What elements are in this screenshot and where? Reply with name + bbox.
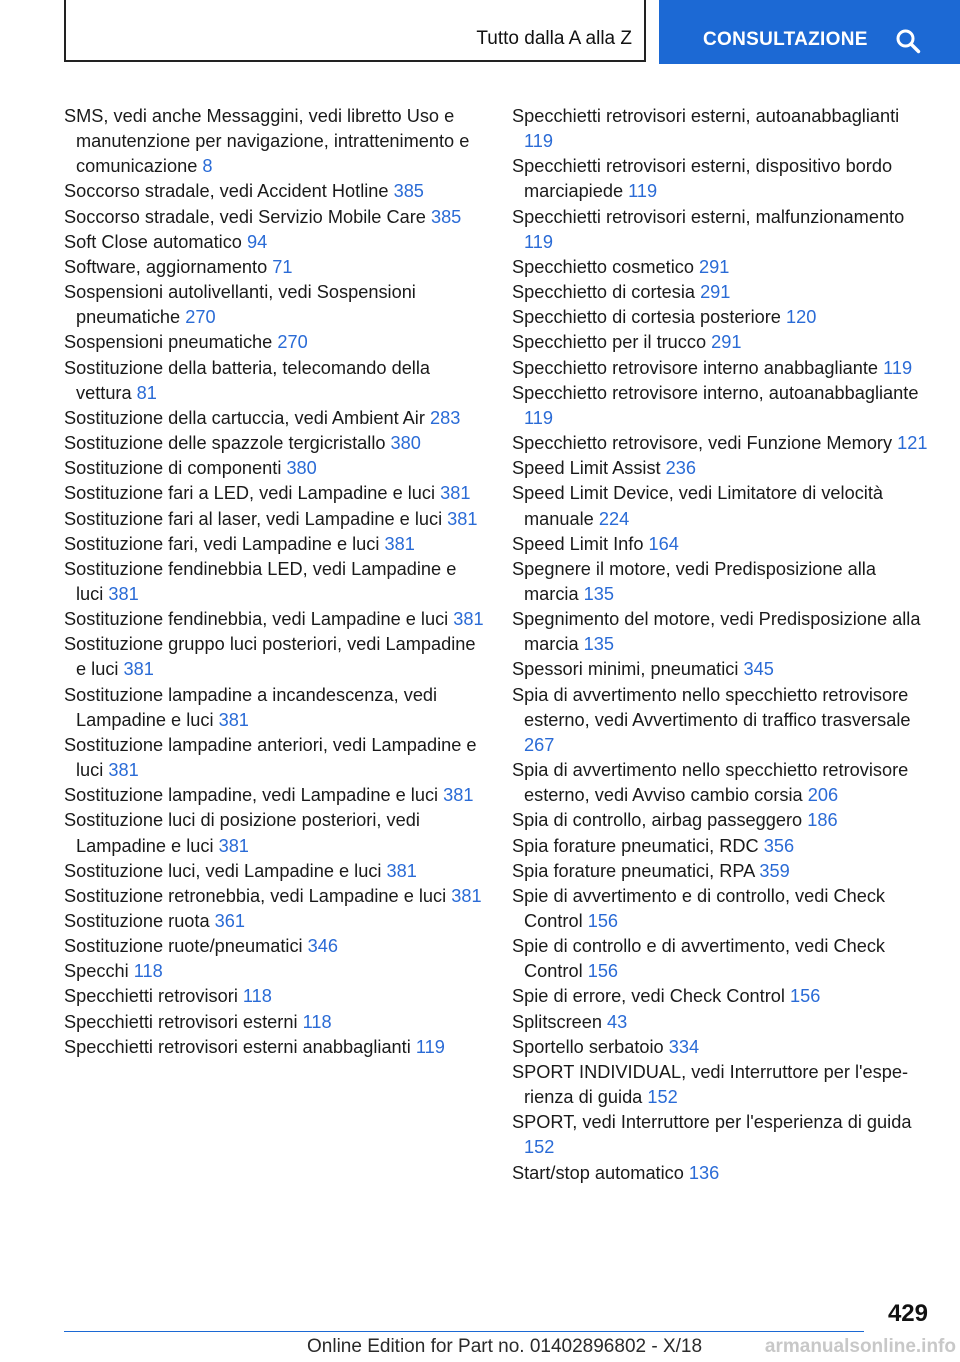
index-entry [64, 330, 484, 355]
index-entry-term: Sostituzione gruppo luci posteriori, vedi Lampadine e luci [64, 634, 476, 680]
index-entry-term: Splitscreen [512, 1011, 602, 1032]
index-entry-term: Sostituzione fari al laser, vedi Lampadine e luci [64, 508, 443, 529]
index-entry [512, 758, 932, 808]
index-entry [512, 607, 932, 657]
index-entry-term: Sospensioni autolivellanti, vedi Sospensioni pneumatiche [64, 282, 416, 328]
index-entry-term: Speed Limit Device, vedi Limitatore di velocità manuale [512, 483, 883, 529]
index-entry-page-link[interactable]: 156 [587, 961, 619, 982]
index-entry-term: Specchietti retrovisori esterni, malfunzionamento [512, 206, 905, 227]
index-entry-page-link[interactable]: 119 [524, 407, 553, 428]
index-entry-page-link[interactable]: 381 [108, 760, 139, 781]
index-entry [64, 456, 484, 481]
index-entry [512, 532, 932, 557]
index-entry-term: Sostituzione di componenti [64, 458, 282, 479]
index-entry [64, 683, 484, 733]
index-entry-term: Spie di avvertimento e di controllo, vedi Check Control [512, 885, 886, 931]
index-entry [512, 481, 932, 531]
index-entry-term: SPORT, vedi Interruttore per l'esperienza di guida [512, 1112, 912, 1133]
index-entry-term: Specchietti retrovisori esterni [64, 1011, 298, 1032]
index-entry [512, 1060, 932, 1110]
index-entry-term: Specchietto cosmetico [512, 256, 694, 277]
index-entry [64, 733, 484, 783]
index-entry-page-link[interactable]: 119 [883, 357, 913, 378]
index-entry [512, 356, 932, 381]
index-entry [64, 934, 484, 959]
watermark: armanualsonline.info [764, 1336, 956, 1357]
index-entry-page-link[interactable]: 356 [763, 835, 795, 856]
index-entry-term: Specchietti retrovisori esterni, autoanabbaglianti [512, 106, 900, 126]
index-entry-term: Soccorso stradale, vedi Accident Hotline [64, 181, 389, 202]
index-entry [512, 834, 932, 859]
index-entry-term: Sostituzione lampadine a incandescenza, vedi Lampadine e luci [64, 684, 438, 730]
index-entry-page-link[interactable]: 291 [699, 256, 730, 277]
index-entry-term: Specchietti retrovisori esterni, dispositivo bordo marciapiede [512, 156, 893, 202]
index-entry [512, 280, 932, 305]
index-entry-term: Spia di avvertimento nello specchietto retrovisore esterno, vedi Avvertimento di traffico trasversale [512, 684, 911, 730]
footer-divider [64, 1331, 864, 1332]
index-entry-page-link[interactable]: 381 [453, 609, 484, 630]
index-entry-page-link[interactable]: 381 [123, 659, 154, 680]
index-entry [512, 984, 932, 1009]
index-entry-term: Sostituzione delle spazzole tergicristallo [64, 433, 386, 454]
index-entry [512, 683, 932, 758]
index-entry-page-link[interactable]: 381 [451, 885, 482, 906]
index-entry-term: Spie di errore, vedi Check Control [512, 986, 785, 1007]
index-entry [64, 280, 484, 330]
index-entry-term: Sospensioni pneumatiche [64, 332, 273, 353]
index-entry [64, 1035, 484, 1060]
index-entry-term: Software, aggiornamento [64, 256, 268, 277]
index-entry [64, 431, 484, 456]
consultation-tab-label: CONSULTAZIONE [703, 29, 868, 50]
index-entry-page-link[interactable]: 385 [393, 181, 424, 202]
index-entry-page-link[interactable]: 291 [711, 332, 742, 353]
index-entry-page-link[interactable]: 385 [430, 206, 462, 227]
index-entry-term: Soft Close automatico [64, 231, 242, 252]
index-entry [64, 255, 484, 280]
index-entry-term: Spia di controllo, airbag passeggero [512, 810, 803, 831]
index-entry-term: Specchietto retrovisore interno anabbagliante [512, 357, 879, 378]
index-entry-term: Sostituzione della batteria, telecomando della vettura [64, 357, 431, 403]
index-entry-page-link[interactable]: 135 [583, 583, 614, 604]
index-entry-term: Soccorso stradale, vedi Servizio Mobile Care [64, 206, 426, 227]
section-tab-label: Tutto dalla A alla Z [476, 28, 632, 49]
index-entry [64, 205, 484, 230]
index-entry-page-link[interactable]: 345 [743, 659, 774, 680]
index-entry-page-link[interactable]: 381 [386, 860, 417, 881]
index-entry [512, 255, 932, 280]
index-entry [64, 179, 484, 204]
index-entry-term: Specchietto di cortesia posteriore [512, 307, 781, 328]
index-entry-term: Sostituzione fari a LED, vedi Lampadine e luci [64, 483, 436, 504]
index-entry-page-link[interactable]: 121 [897, 433, 928, 454]
index-entry-page-link[interactable]: 94 [247, 231, 268, 252]
index-entry [64, 507, 484, 532]
index-entry-term: Spia forature pneumatici, RDC [512, 835, 759, 856]
index-entry-page-link[interactable]: 119 [415, 1036, 445, 1057]
index-entry-term: Specchietti retrovisori [64, 986, 238, 1007]
index-entry [64, 884, 484, 909]
index-entry-page-link[interactable]: 118 [302, 1011, 332, 1032]
index-entry-page-link[interactable]: 71 [272, 256, 293, 277]
index-entry-term: Spegnimento del motore, vedi Predisposizione alla marcia [512, 609, 921, 655]
index-entry [512, 1035, 932, 1060]
index-entry-page-link[interactable]: 186 [807, 810, 838, 831]
index-entry [512, 381, 932, 431]
index-entry [512, 808, 932, 833]
index-entry [64, 557, 484, 607]
page-number: 429 [887, 1300, 928, 1327]
index-entry-page-link[interactable]: 152 [524, 1137, 555, 1158]
index-entry-page-link[interactable]: 381 [218, 709, 249, 730]
index-entry-term: SMS, vedi anche Messaggini, vedi libretto Uso e manutenzione per navigazione, intrattenimento e comunicazione [64, 106, 470, 177]
index-entry-term: Specchietto di cortesia [512, 282, 695, 303]
index-entry-term: Sostituzione fendinebbia, vedi Lampadine e luci [64, 609, 449, 630]
index-entry-term: Spie di controllo e di avvertimento, vedi Check Control [512, 936, 886, 982]
index-entry-term: Specchietti retrovisori esterni anabbaglianti [64, 1036, 411, 1057]
index-entry-page-link[interactable]: 224 [598, 508, 630, 529]
index-entry-term: Sostituzione lampadine anteriori, vedi Lampadine e luci [64, 734, 477, 781]
index-entry [64, 632, 484, 682]
index-entry [64, 783, 484, 808]
index-entry-page-link[interactable]: 381 [440, 483, 471, 504]
index-entry-page-link[interactable]: 380 [390, 433, 421, 454]
index-entry-page-link[interactable]: 156 [587, 911, 619, 931]
index-entry-term: Speed Limit Info [512, 533, 644, 554]
index-entry-page-link[interactable]: 361 [214, 911, 246, 931]
index-entry-page-link[interactable]: 381 [384, 533, 415, 554]
index-entry-page-link[interactable]: 8 [202, 156, 213, 177]
index-entry-term: Spia forature pneumatici, RPA [512, 860, 755, 881]
index-entry-page-link[interactable]: 43 [607, 1011, 628, 1032]
index-entry [64, 356, 484, 406]
index-entry-page-link[interactable]: 164 [648, 533, 679, 554]
index-entry-term: SPORT INDIVIDUAL, vedi Interruttore per l'esperienza di guida [512, 1061, 909, 1108]
index-entry-term: Specchi [64, 961, 129, 982]
page-header [64, 0, 960, 64]
index-entry-term: Sportello serbatoio [512, 1036, 664, 1057]
search-icon[interactable] [895, 28, 921, 54]
index-entry-page-link[interactable]: 156 [790, 986, 821, 1007]
index-entry-page-link[interactable]: 152 [647, 1087, 678, 1108]
index-entry [64, 481, 484, 506]
index-entry [512, 154, 932, 204]
index-entry-page-link[interactable]: 291 [700, 282, 731, 303]
index-entry [512, 305, 932, 330]
index-entry-term: Spegnere il motore, vedi Predisposizione alla marcia [512, 558, 876, 604]
index-entry-term: Sostituzione luci di posizione posteriori, vedi Lampadine e luci [64, 810, 420, 856]
index-entry-page-link[interactable]: 118 [242, 986, 272, 1007]
index-entry-page-link[interactable]: 380 [286, 458, 317, 479]
index-entry-page-link[interactable]: 381 [108, 583, 139, 604]
index-entry-page-link[interactable]: 120 [785, 307, 817, 328]
index-column-right [512, 104, 932, 1186]
index-entry-term: Sostituzione ruota [64, 911, 210, 931]
index-entry [64, 1010, 484, 1035]
index-entry-page-link[interactable]: 346 [307, 936, 339, 957]
index-entry-term: Spessori minimi, pneumatici [512, 659, 739, 680]
index-entry [512, 859, 932, 884]
index-entry [512, 557, 932, 607]
index-entry [64, 859, 484, 884]
index-entry [64, 104, 484, 179]
index-entry-page-link[interactable]: 206 [807, 785, 839, 806]
index-entry-term: Specchietto retrovisore, vedi Funzione Memory [512, 433, 893, 454]
index-entry-term: Sostituzione fendinebbia LED, vedi Lampadine e luci [64, 558, 457, 604]
index-entry-term: Sostituzione fari, vedi Lampadine e luci [64, 533, 380, 554]
index-entry-page-link[interactable]: 381 [447, 508, 478, 529]
index-entry-term: Sostituzione lampadine, vedi Lampadine e luci [64, 785, 439, 806]
footer-edition-text: Online Edition for Part no. 01402896802 - X/18 [307, 1336, 703, 1357]
index-entry [512, 1110, 932, 1160]
index-entry-page-link[interactable]: 381 [443, 785, 474, 806]
index-entry-page-link[interactable]: 381 [218, 835, 249, 856]
index-entry [64, 607, 484, 632]
index-column-left [64, 104, 484, 1060]
index-entry-page-link[interactable]: 359 [759, 860, 790, 881]
index-entry-term: Specchietto per il trucco [512, 332, 707, 353]
index-entry-page-link[interactable]: 334 [668, 1036, 700, 1057]
index-entry-page-link[interactable]: 136 [688, 1162, 720, 1183]
index-entry-page-link[interactable]: 81 [136, 382, 157, 403]
index-entry [64, 909, 484, 934]
index-entry-page-link[interactable]: 267 [524, 734, 555, 755]
index-entry [64, 532, 484, 557]
index-entry-term: Specchietto retrovisore interno, autoanabbagliante [512, 382, 919, 403]
index-entry [512, 431, 932, 456]
index-entry [512, 934, 932, 984]
index-entry [512, 884, 932, 934]
index-entry [512, 330, 932, 355]
section-tab[interactable] [64, 0, 646, 62]
index-entry-term: Spia di avvertimento nello specchietto retrovisore esterno, vedi Avviso cambio corsia [512, 760, 909, 806]
index-entry-page-link[interactable]: 270 [277, 332, 308, 353]
index-entry-page-link[interactable]: 119 [524, 231, 553, 252]
index-entry-page-link[interactable]: 135 [583, 634, 614, 655]
index-entry [512, 456, 932, 481]
index-entry-term: Sostituzione della cartuccia, vedi Ambient Air [64, 407, 425, 428]
index-entry-page-link[interactable]: 118 [133, 961, 163, 982]
index-entry [512, 657, 932, 682]
index-entry [512, 1010, 932, 1035]
index-entry-term: Start/stop automatico [512, 1162, 684, 1183]
index-entry [64, 959, 484, 984]
index-entry-page-link[interactable]: 236 [665, 458, 697, 479]
index-entry [64, 984, 484, 1009]
index-entry-term: Speed Limit Assist [512, 458, 661, 479]
index-entry [64, 406, 484, 431]
index-entry [64, 230, 484, 255]
index-entry-page-link[interactable]: 270 [185, 307, 216, 328]
index-entry [512, 1161, 932, 1186]
index-entry-page-link[interactable]: 119 [524, 131, 553, 152]
index-entry [64, 808, 484, 858]
index-entry-term: Sostituzione retronebbia, vedi Lampadine e luci [64, 885, 447, 906]
index-entry-page-link[interactable]: 283 [429, 407, 461, 428]
index-entry [512, 205, 932, 255]
index-entry-term: Sostituzione ruote/pneumatici [64, 936, 303, 957]
index-entry-page-link[interactable]: 119 [628, 181, 658, 202]
index-entry-term: Sostituzione luci, vedi Lampadine e luci [64, 860, 382, 881]
consultation-tab[interactable] [659, 0, 960, 64]
index-entry [512, 104, 932, 154]
